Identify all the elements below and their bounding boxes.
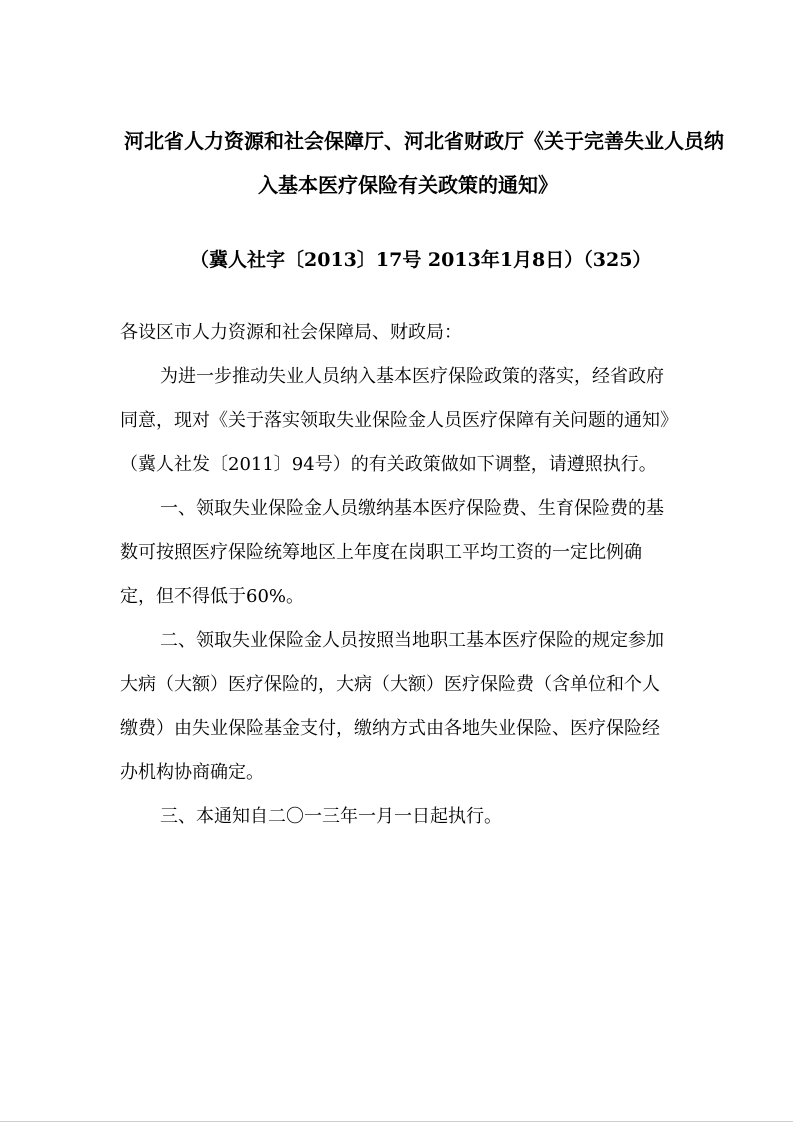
document-title-line-1: 河北省人力资源和社会保障厅、河北省财政厅《关于完善失业人员纳: [124, 129, 724, 153]
paragraph-4-line-1: 三、本通知自二〇一三年一月一日起执行。: [160, 806, 502, 827]
salutation: 各设区市人力资源和社会保障局、财政局：: [120, 322, 462, 343]
document-number: （冀人社字〔2013〕17号 2013年1月8日）（325）: [190, 249, 652, 271]
paragraph-1-line-2: 同意，现对《关于落实领取失业保险金人员医疗保障有关问题的通知》: [120, 410, 678, 431]
paragraph-3-line-1: 二、领取失业保险金人员按照当地职工基本医疗保险的规定参加: [160, 630, 664, 651]
paragraph-3-line-2: 大病（大额）医疗保险的，大病（大额）医疗保险费（含单位和个人: [120, 674, 660, 695]
paragraph-1-line-3: （冀人社发〔2011〕94号）的有关政策做如下调整，请遵照执行。: [120, 454, 657, 475]
paragraph-3-line-4: 办机构协商确定。: [120, 762, 264, 783]
paragraph-2-line-3: 定，但不得低于60%。: [120, 586, 305, 607]
document-title-line-2: 入基本医疗保险有关政策的通知》: [258, 173, 558, 197]
paragraph-1-line-1: 为进一步推动失业人员纳入基本医疗保险政策的落实，经省政府: [160, 366, 664, 387]
paragraph-2-line-1: 一、领取失业保险金人员缴纳基本医疗保险费、生育保险费的基: [160, 498, 664, 519]
paragraph-3-line-3: 缴费）由失业保险基金支付，缴纳方式由各地失业保险、医疗保险经: [120, 718, 660, 739]
paragraph-2-line-2: 数可按照医疗保险统筹地区上年度在岗职工平均工资的一定比例确: [120, 542, 642, 563]
